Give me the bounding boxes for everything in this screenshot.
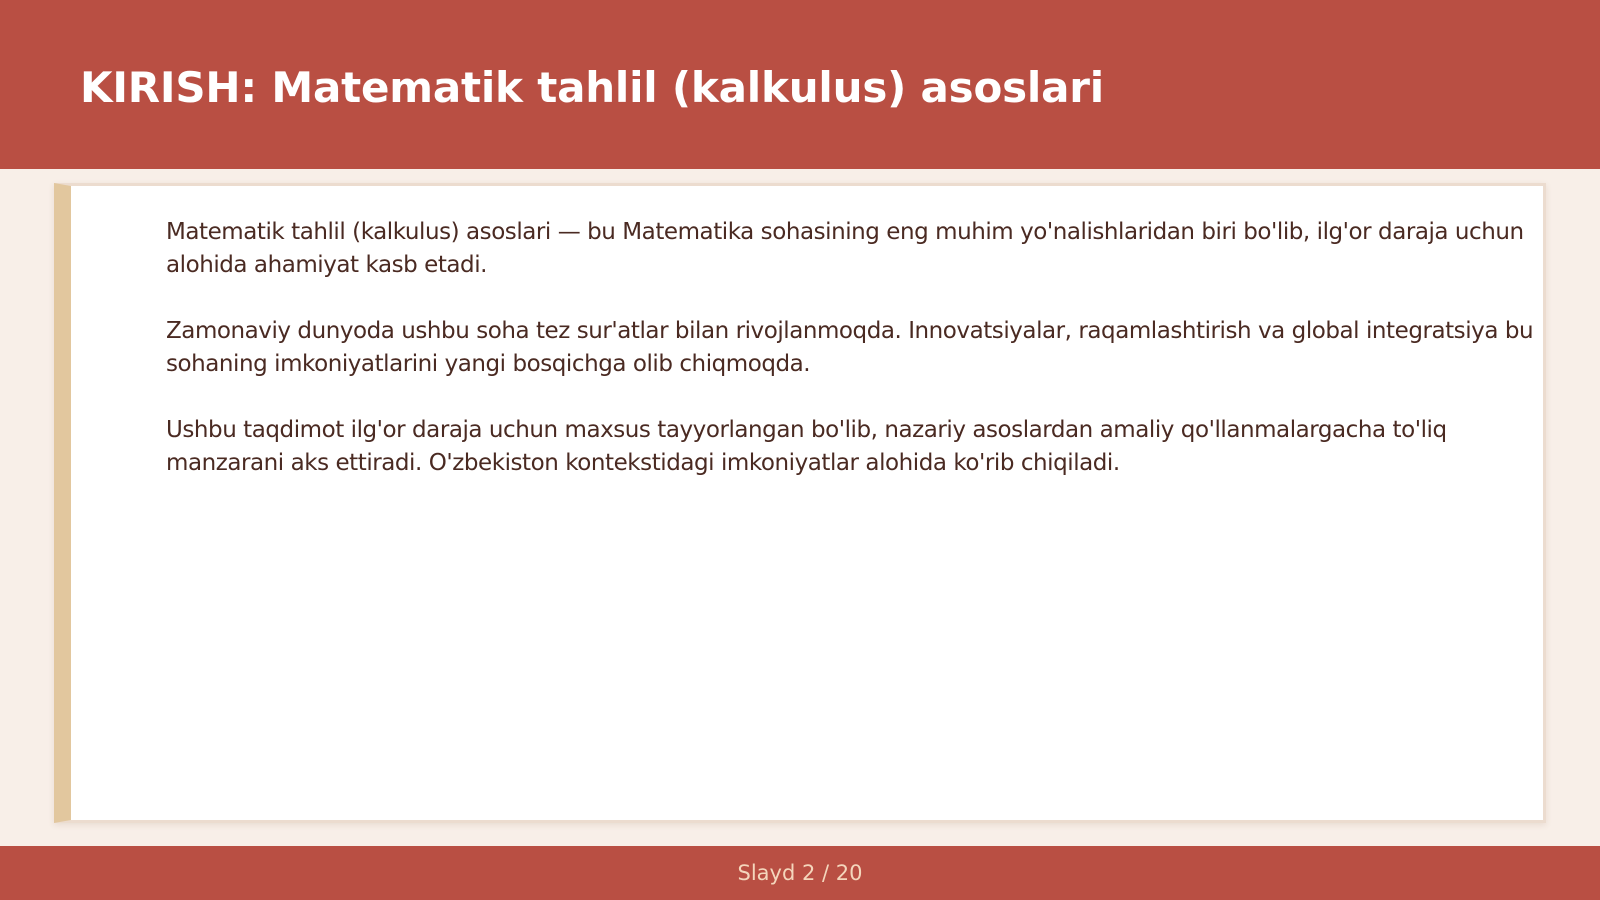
slide-title: KIRISH: Matematik tahlil (kalkulus) asoslari xyxy=(80,63,1104,112)
slide-footer xyxy=(0,846,1600,900)
presentation-paragraph: Ushbu taqdimot ilg'or daraja uchun maxsus tayyorlangan bo'lib, nazariy asoslardan amaliy qo'llanmalargacha to'liq manzarani aks ettiradi. O'zbekiston kontekstidagi imkoniyatlar alohida ko'rib chiqiladi. xyxy=(166,417,1447,476)
content-text xyxy=(166,216,1541,513)
slide-number: Slayd 2 / 20 xyxy=(737,861,863,885)
slide-header xyxy=(0,0,1600,169)
development-paragraph: Zamonaviy dunyoda ushbu soha tez sur'atlar bilan rivojlanmoqda. Innovatsiyalar, raqamlashtirish va global integratsiya bu sohaning imkoniyatlarini yangi bosqichga olib chiqmoqda. xyxy=(166,318,1534,377)
content-card xyxy=(54,183,1546,823)
intro-paragraph: Matematik tahlil (kalkulus) asoslari — bu Matematika sohasining eng muhim yo'nalishlaridan biri bo'lib, ilg'or daraja uchun alohida ahamiyat kasb etadi. xyxy=(166,219,1524,278)
